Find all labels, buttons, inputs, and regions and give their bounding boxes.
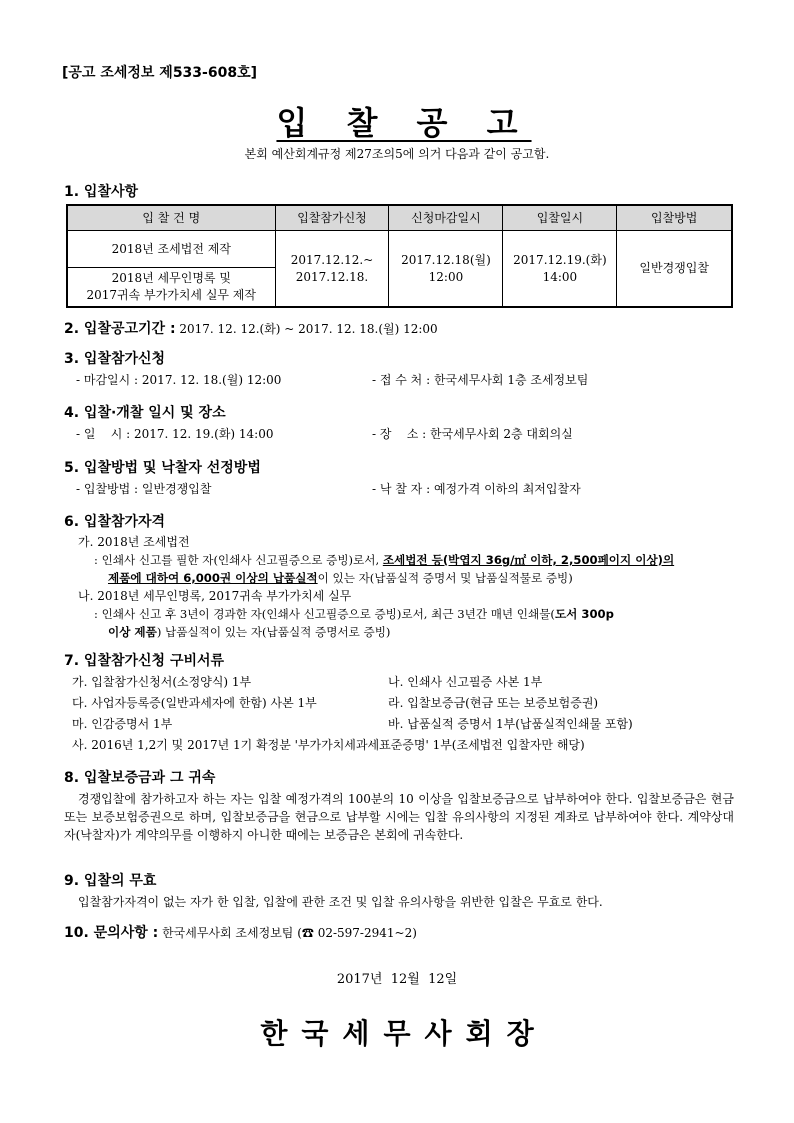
bid-date-cell xyxy=(503,231,617,308)
title-block xyxy=(0,98,794,144)
qualification-b-label: 나. 2018년 세무인명록, 2017귀속 부가가치세 실무 xyxy=(78,589,352,603)
header-method: 입찰방법 xyxy=(617,205,732,231)
section-7-heading: 7. 입찰참가신청 구비서류 xyxy=(64,653,225,669)
header-apply: 입찰참가신청 xyxy=(275,205,389,231)
deadline-date: 2017.12.18(월) xyxy=(401,252,491,267)
deposit-text: 경쟁입찰에 참가하고자 하는 자는 입찰 예정가격의 100분의 10 이상을 입찰보증금으로 납부하여야 한다. 입찰보증금은 현금 또는 보증보험증권으로 하며, 입찰보증금을 현금으로 납부할 시에는 입찰 유의사항의 지정된 계좌로 납부하여야 한다. 계약상대자(낙찰자)가 계약의무를 이행하지 아니한 때에는 보증금은 본회에 귀속한다. xyxy=(64,792,734,842)
qualification-a-part-2: 이 있는 자(납품실적 증명서 및 납품실적물로 증빙) xyxy=(317,571,573,585)
item-2-line-2: 2017귀속 부가가치세 실무 제작 xyxy=(86,288,256,302)
section-2-heading xyxy=(64,318,438,338)
qualification-b-bold-2: 이상 제품 xyxy=(108,625,157,639)
item-2-name xyxy=(67,268,275,308)
method-cell: 일반경쟁입찰 xyxy=(617,231,732,308)
invalidity-text: 입찰참가자격이 없는 자가 한 입찰, 입찰에 관한 조건 및 입찰 유의사항을 위반한 입찰은 무효로 한다. xyxy=(78,895,603,909)
table-header-row xyxy=(67,205,732,231)
section-10-label: 10. 문의사항 : xyxy=(64,925,159,941)
qualification-a-bold-1: 조세법전 등(박엽지 36g/㎡ 이하, 2,500페이지 이상)의 xyxy=(382,553,675,567)
datetime-line: - 일 시 : 2017. 12. 19.(화) 14:00 xyxy=(76,427,274,441)
qualification-b-part-2: ) 납품실적이 있는 자(납품실적 증명서로 증빙) xyxy=(156,625,391,639)
doc-ma: 마. 인감증명서 1부 xyxy=(72,717,173,731)
item-2-line-1: 2018년 세무인명록 및 xyxy=(111,271,231,285)
winner-line: - 낙 찰 자 : 예정가격 이하의 최저입찰자 xyxy=(372,482,581,496)
section-8-heading: 8. 입찰보증금과 그 귀속 xyxy=(64,770,216,786)
header-bid-date: 입찰일시 xyxy=(503,205,617,231)
section-2-label: 2. 입찰공고기간 : xyxy=(64,321,176,337)
header-deadline: 신청마감일시 xyxy=(389,205,503,231)
section-9-heading: 9. 입찰의 무효 xyxy=(64,873,157,889)
apply-end: 2017.12.18. xyxy=(295,269,369,284)
section-5-heading: 5. 입찰방법 및 낙찰자 선정방법 xyxy=(64,460,261,476)
section-4-heading: 4. 입찰·개찰 일시 및 장소 xyxy=(64,405,226,421)
bid-method-line: - 입찰방법 : 일반경쟁입찰 xyxy=(76,482,212,496)
qualification-b-bold-1: 도서 300p xyxy=(554,607,614,621)
table-row xyxy=(67,231,732,268)
section-10-heading xyxy=(64,922,417,942)
doc-na: 나. 인쇄사 신고필증 사본 1부 xyxy=(388,675,543,689)
doc-sa: 사. 2016년 1,2기 및 2017년 1기 확정분 '부가가치세과세표준증명' 1부(조세법전 입찰자만 해당) xyxy=(72,738,585,752)
doc-ga: 가. 입찰참가신청서(소정양식) 1부 xyxy=(72,675,252,689)
doc-ra: 라. 입찰보증금(현금 또는 보증보험증권) xyxy=(388,696,599,710)
intro-text: 본회 예산회계규정 제27조의5에 의거 다음과 같이 공고함. xyxy=(244,147,550,161)
apply-start: 2017.12.12.~ xyxy=(290,252,374,267)
qualification-a-label: 가. 2018년 조세법전 xyxy=(78,535,190,549)
deadline-line: - 마감일시 : 2017. 12. 18.(월) 12:00 xyxy=(76,373,282,387)
header-item-name: 입 찰 건 명 xyxy=(67,205,275,231)
notice-date: 2017년 12월 12일 xyxy=(336,972,458,987)
page-title: 입 찰 공 고 xyxy=(276,104,532,142)
section-1-heading: 1. 입찰사항 xyxy=(64,184,139,200)
bid-time: 14:00 xyxy=(542,269,578,284)
section-3-heading: 3. 입찰참가신청 xyxy=(64,351,166,367)
doc-ba: 바. 납품실적 증명서 1부(납품실적인쇄물 포함) xyxy=(388,717,633,731)
qualification-b-text xyxy=(94,605,734,641)
issuer-name: 한국세무사회장 xyxy=(260,1017,548,1050)
apply-period xyxy=(275,231,389,308)
deadline-time: 12:00 xyxy=(428,269,464,284)
qualification-b-part-1: : 인쇄사 신고 후 3년이 경과한 자(인쇄사 신고필증으로 증빙)로서, 최근 3년간 매년 인쇄물( xyxy=(94,607,555,621)
qualification-a-text xyxy=(94,551,734,587)
bid-date: 2017.12.19.(화) xyxy=(513,252,607,267)
item-1-name: 2018년 조세법전 제작 xyxy=(67,231,275,268)
place-line: - 장 소 : 한국세무사회 2층 대회의실 xyxy=(372,427,573,441)
section-6-heading: 6. 입찰참가자격 xyxy=(64,514,166,530)
deadline-cell xyxy=(389,231,503,308)
bid-items-table xyxy=(66,204,733,308)
notice-reference: [공고 조세정보 제533-608호] xyxy=(62,65,257,81)
reception-line: - 접 수 처 : 한국세무사회 1층 조세정보팀 xyxy=(372,373,589,387)
doc-da: 다. 사업자등록증(일반과세자에 한함) 사본 1부 xyxy=(72,696,317,710)
contact-info: 한국세무사회 조세정보팀 (☎ 02-597-2941~2) xyxy=(158,926,417,940)
qualification-a-part-1: : 인쇄사 신고를 필한 자(인쇄사 신고필증으로 증빙)로서, xyxy=(94,553,383,567)
announcement-period: 2017. 12. 12.(화) ~ 2017. 12. 18.(월) 12:00 xyxy=(175,322,438,336)
qualification-a-bold-2: 제품에 대하여 6,000권 이상의 납품실적 xyxy=(108,571,318,585)
